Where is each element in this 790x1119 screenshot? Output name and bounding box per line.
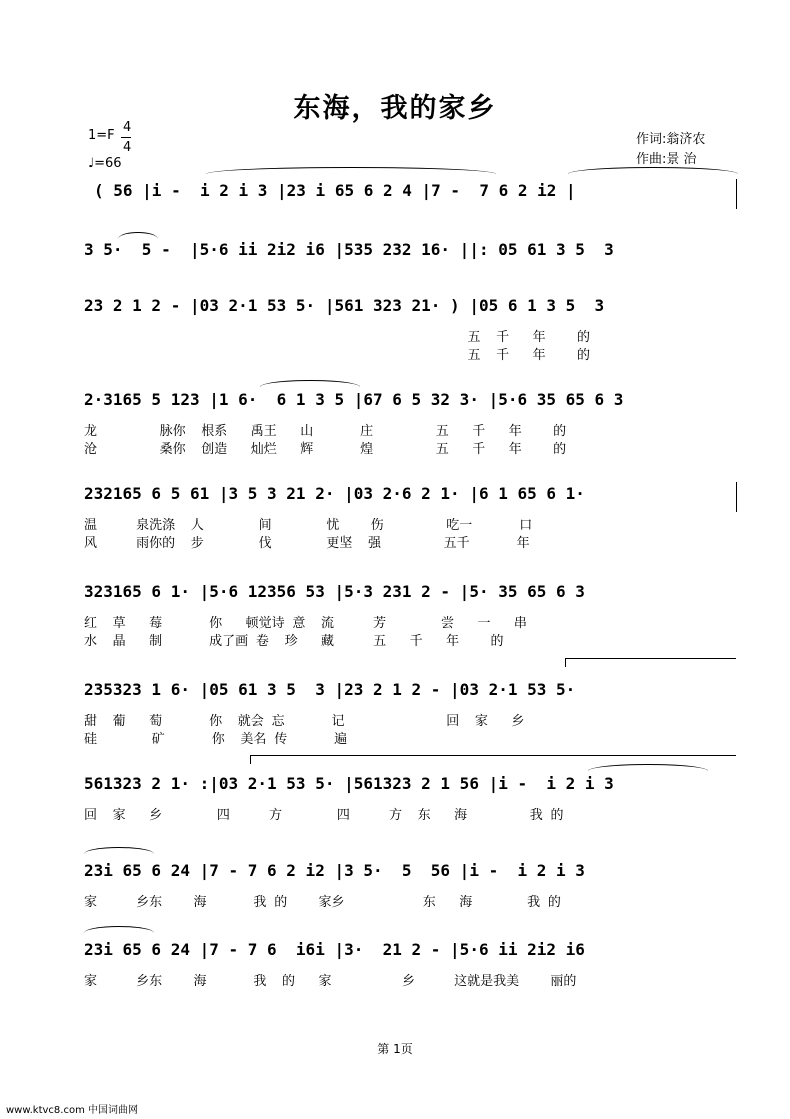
barline bbox=[736, 482, 737, 512]
time-signature-top: 4 bbox=[123, 120, 132, 135]
lyric-verse-2: 风 雨你的 步 伐 更坚 强 五千 年 bbox=[84, 536, 530, 551]
page-number: 第 1页 bbox=[377, 1042, 413, 1056]
key-signature: 1=F bbox=[88, 128, 115, 143]
lyric-verse-1: 温 泉洗涤 人 间 忧 伤 吃一 口 bbox=[84, 518, 533, 533]
phrase-slur bbox=[206, 167, 496, 174]
notes-line: 235323 1 6· |05 61 3 5 3 |23 2 1 2 - |03 2·1 53 5· bbox=[84, 680, 576, 699]
song-title: 东海，我的家乡 bbox=[293, 93, 497, 124]
notes-line: 561323 2 1· :|03 2·1 53 5· |561323 2 1 56 |i - i 2 i 3 bbox=[84, 774, 614, 793]
notes-line: 232165 6 5 61 |3 5 3 21 2· |03 2·6 2 1· |6 1 65 6 1· bbox=[84, 484, 585, 503]
lyric-verse-1: 五 千 年 的 bbox=[84, 330, 590, 345]
notes-line: 2·3165 5 123 |1 6· 6 1 3 5 |67 6 5 32 3· |5·6 35 65 6 3 bbox=[84, 390, 624, 409]
tie-slur bbox=[588, 764, 708, 771]
lyric-verse-1: 家 乡东 海 我 的 家乡 东 海 我 的 bbox=[84, 895, 561, 910]
volta-bracket-1 bbox=[565, 658, 736, 667]
lyric-verse-2: 五 千 年 的 bbox=[84, 348, 590, 363]
tie-slur bbox=[260, 380, 360, 387]
phrase-slur bbox=[84, 847, 154, 854]
lyricist-credit: 作词:翁济农 bbox=[636, 132, 706, 147]
lyric-verse-2: 硅 矿 你 美名 传 遍 bbox=[84, 732, 348, 747]
lyric-verse-1: 家 乡东 海 我 的 家 乡 这就是我美 丽的 bbox=[84, 974, 577, 989]
lyric-verse-1: 甜 葡 萄 你 就会 忘 记 回 家 乡 bbox=[84, 714, 525, 729]
site-watermark: www.ktvc8.com 中国词曲网 bbox=[6, 1105, 139, 1116]
notes-line: 23i 65 6 24 |7 - 7 6 i6i |3· 21 2 - |5·6 ii 2i2 i6 bbox=[84, 940, 585, 959]
lyric-verse-2: 水 晶 制 成了画 卷 珍 藏 五 千 年 的 bbox=[84, 634, 504, 649]
tempo-marking: ♩=66 bbox=[88, 156, 122, 171]
lyric-verse-1: 龙 脉你 根系 禹王 山 庄 五 千 年 的 bbox=[84, 424, 567, 439]
lyric-verse-1: 红 草 莓 你 顿觉诗 意 流 芳 尝 一 串 bbox=[84, 616, 527, 631]
volta-bracket-2 bbox=[250, 755, 736, 764]
notes-line: 23 2 1 2 - |03 2·1 53 5· |561 323 21· ) |05 6 1 3 5 3 bbox=[84, 296, 605, 315]
phrase-slur bbox=[568, 167, 738, 174]
tie-slur bbox=[118, 232, 158, 239]
time-signature-line bbox=[121, 137, 131, 138]
lyric-verse-1: 回 家 乡 四 方 四 方 东 海 我 的 bbox=[84, 808, 564, 823]
time-signature-bottom: 4 bbox=[123, 140, 132, 155]
phrase-slur bbox=[84, 926, 154, 933]
notes-line: 23i 65 6 24 |7 - 7 6 2 i2 |3 5· 5 56 |i - i 2 i 3 bbox=[84, 861, 585, 880]
lyric-verse-2: 沧 桑你 创造 灿烂 辉 煌 五 千 年 的 bbox=[84, 442, 567, 457]
barline bbox=[736, 179, 737, 209]
notes-line: ( 56 |i - i 2 i 3 |23 i 65 6 2 4 |7 - 7 6 2 i2 | bbox=[94, 181, 576, 200]
notes-line: 3 5· 5 - |5·6 ii 2i2 i6 |535 232 16· ||: 05 61 3 5 3 bbox=[84, 240, 614, 259]
notes-line: 323165 6 1· |5·6 12356 53 |5·3 231 2 - |5· 35 65 6 3 bbox=[84, 582, 585, 601]
composer-credit: 作曲:景 治 bbox=[636, 152, 697, 167]
